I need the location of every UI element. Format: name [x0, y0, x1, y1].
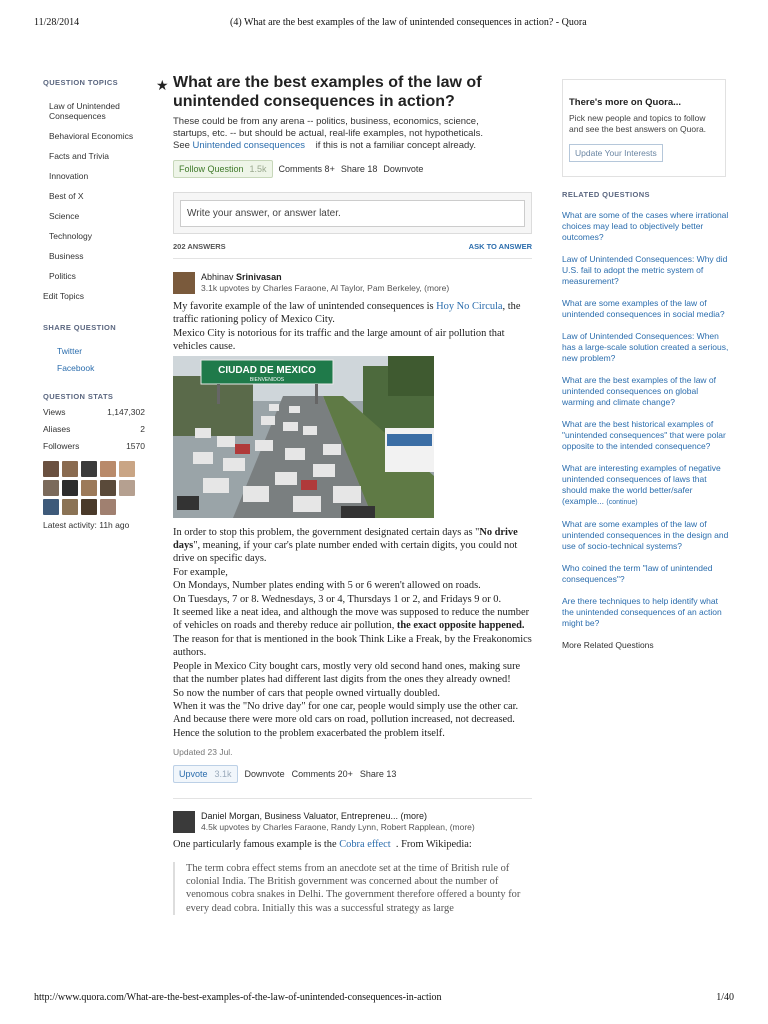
- topic-link[interactable]: Best of X: [49, 191, 84, 201]
- print-footer: [34, 992, 734, 1006]
- stat-value: 2: [140, 424, 145, 434]
- stats-heading: QUESTION STATS: [43, 392, 114, 401]
- answer-text-span: When it was the "No drive day" for one car, people would simply use the other car.: [173, 700, 519, 712]
- comments-link[interactable]: Comments 20+: [291, 769, 353, 780]
- answer-text-span: The reason for that is mentioned in the book Think Like a Freak, by the Freakonomics authors.: [173, 633, 532, 659]
- topic-link[interactable]: Law of Unintended Consequences: [49, 101, 120, 121]
- topic-link[interactable]: Innovation: [49, 171, 89, 181]
- more-heading: There's more on Quora...: [569, 97, 682, 108]
- answer-author: [173, 811, 532, 833]
- follow-count: 1.5k: [249, 164, 267, 174]
- share-facebook-link[interactable]: Facebook: [57, 363, 95, 373]
- star-icon: ★: [156, 77, 169, 93]
- answer-item: [173, 811, 532, 915]
- update-interests-button[interactable]: Update Your Interests: [569, 144, 663, 162]
- follower-avatar[interactable]: [100, 499, 116, 515]
- share-twitter-link[interactable]: Twitter: [57, 346, 83, 356]
- answer-text-span: Hence the solution to the problem exacerbated the problem itself.: [173, 727, 445, 739]
- stat-value: 1,147,302: [107, 407, 145, 417]
- follower-avatar[interactable]: [43, 480, 59, 496]
- stat-value: 1570: [126, 441, 145, 451]
- topic-link[interactable]: Behavioral Economics: [49, 131, 134, 141]
- related-question-link[interactable]: What are some examples of the law of unintended consequences in the design and use of socio-technical systems?: [562, 519, 729, 551]
- answer-text: [173, 300, 532, 354]
- share-link[interactable]: Share 13: [359, 769, 397, 780]
- edit-topics-link[interactable]: Edit Topics: [43, 291, 84, 301]
- related-question-link[interactable]: What are some examples of the law of unintended consequences in social media?: [562, 298, 725, 319]
- follower-avatar[interactable]: [62, 499, 78, 515]
- topic-link[interactable]: Business: [49, 251, 84, 261]
- traffic-photo: [173, 356, 434, 518]
- answer-text-span: No drive days: [173, 526, 518, 552]
- stat-views: [43, 407, 145, 418]
- downvote-link[interactable]: Downvote: [383, 164, 424, 174]
- author-last-name: Srinivasan: [236, 272, 282, 282]
- follow-label: Follow Question: [179, 164, 244, 174]
- more-text: Pick new people and topics to follow and see the best answers on Quora.: [569, 113, 707, 134]
- share-list: [43, 346, 145, 374]
- author-first-name: Abhinav: [201, 272, 234, 282]
- topics-heading: QUESTION TOPICS: [43, 78, 119, 87]
- follower-avatar[interactable]: [43, 499, 59, 515]
- upvoters-line[interactable]: 3.1k upvotes by Charles Faraone, Al Taylor, Pam Berkeley, (more): [201, 283, 450, 293]
- answer-text-span: ", meaning, if your car's plate number ended with certain digits, you could not drive on specific days.: [173, 540, 518, 565]
- answers-bar: [173, 242, 532, 259]
- question-title: What are the best examples of the law of unintended consequences in action?: [173, 74, 482, 110]
- right-sidebar: [562, 79, 730, 650]
- avatar[interactable]: [173, 811, 195, 833]
- follower-avatar[interactable]: [62, 480, 78, 496]
- answer-text-span: My favorite example of the law of unintended consequences is: [173, 301, 434, 312]
- answer-text-span: the exact opposite happened.: [396, 620, 525, 632]
- answer-text-span: On Mondays, Number plates ending with 5 or 6 weren't allowed on roads.: [173, 580, 481, 592]
- follower-avatar[interactable]: [119, 480, 135, 496]
- wikipedia-quote: The term cobra effect stems from an anecdote set at the time of British rule of colonial India. The British government was concerned about the number of venomous cobra snakes in Delhi. The government therefore offered a bounty for every dead cobra. Initially this was a successful strategy as large: [173, 862, 532, 916]
- continue-link[interactable]: (continue): [606, 499, 638, 506]
- author-name[interactable]: Daniel Morgan, Business Valuator, Entrepreneu... (more): [201, 811, 427, 822]
- answer-text-span: It seemed like a neat idea, and although the move was supposed to reduce the number of vehicles on roads and thereby reduce air pollution,: [173, 607, 530, 632]
- updated-date[interactable]: Updated 23 Jul.: [173, 747, 233, 758]
- print-url: http://www.quora.com/What-are-the-best-examples-of-the-law-of-unintended-consequences-in-action: [34, 992, 442, 1003]
- answer-text-span: People in Mexico City bought cars, mostly very old second hand ones, making sure that the number plates had different last digits from the ones they already owned!: [173, 660, 521, 686]
- follower-avatar[interactable]: [81, 499, 97, 515]
- topic-link[interactable]: Facts and Trivia: [49, 151, 109, 161]
- print-title: (4) What are the best examples of the law of unintended consequences in action? - Quora: [230, 17, 587, 28]
- topic-link[interactable]: Technology: [49, 231, 93, 241]
- more-on-quora-box: [562, 79, 726, 177]
- stat-aliases[interactable]: [43, 424, 145, 435]
- answer-text-span: , the traffic rationing policy of Mexico City.: [173, 301, 521, 326]
- comments-link[interactable]: Comments 8+: [278, 164, 335, 174]
- question-details-text: See: [173, 140, 190, 151]
- follow-question-button[interactable]: [173, 160, 273, 178]
- downvote-link[interactable]: Downvote: [244, 769, 285, 780]
- follower-avatar[interactable]: [100, 480, 116, 496]
- sign-text: CIUDAD DE MEXICO: [218, 364, 316, 376]
- answer-item: [173, 272, 532, 799]
- print-header: [34, 17, 734, 31]
- follower-avatar[interactable]: [81, 461, 97, 477]
- related-question-link[interactable]: [562, 463, 730, 508]
- related-question-link[interactable]: What are some of the cases where irrational choices may lead to objectively better outcomes?: [562, 210, 729, 242]
- upvote-count: 3.1k: [214, 769, 232, 780]
- follower-avatar[interactable]: [62, 461, 78, 477]
- follower-avatars: [43, 461, 145, 515]
- latest-activity: Latest activity: 11h ago: [43, 520, 130, 530]
- related-question-link[interactable]: Law of Unintended Consequences: Why did U.S. fail to adopt the metric system of measurement?: [562, 254, 728, 286]
- answer-text: [173, 526, 532, 741]
- answer-input[interactable]: Write your answer, or answer later.: [180, 200, 525, 227]
- stat-label: Aliases: [43, 424, 71, 434]
- answer-text-span: Mexico City is notorious for its traffic and the large amount of air pollution that vehicles cause.: [173, 327, 505, 353]
- ask-to-answer-link[interactable]: ASK TO ANSWER: [468, 242, 532, 251]
- left-sidebar: [43, 78, 145, 530]
- main-content: [156, 73, 532, 915]
- answer-text-span: And because there were more old cars on road, pollution increased, not decreased.: [173, 714, 515, 726]
- related-question-link[interactable]: Are there techniques to help identify what the unintended consequences of an action might be?: [562, 596, 722, 628]
- topics-list: [43, 101, 145, 281]
- stat-label: Views: [43, 407, 66, 417]
- sign-subtext: BIENVENIDOS: [249, 376, 285, 383]
- answers-count: 202 ANSWERS: [173, 242, 226, 251]
- answer-text-span: One particularly famous example is the: [173, 839, 337, 851]
- answer-author: [173, 272, 532, 294]
- related-question-link[interactable]: Who coined the term "law of unintended consequences"?: [562, 563, 713, 584]
- answer-text: [173, 838, 532, 851]
- related-question-text: What are interesting examples of negative unintended consequences of laws that should make the world better/safer (example...: [562, 463, 721, 506]
- share-heading: SHARE QUESTION: [43, 323, 117, 332]
- cobra-effect-link[interactable]: Cobra effect: [339, 839, 391, 851]
- more-related-link[interactable]: More Related Questions: [562, 640, 654, 650]
- answer-editor: [173, 192, 532, 234]
- question-details-text: startups, etc. -- but should be actual, real-life examples, not hypotheticals.: [173, 128, 483, 139]
- follower-avatar[interactable]: [81, 480, 97, 496]
- topic-link[interactable]: Science: [49, 211, 80, 221]
- question-details-text: These could be from any arena -- politics, business, economics, science,: [173, 116, 479, 127]
- topic-link[interactable]: Politics: [49, 271, 76, 281]
- answer-text-span: For example,: [173, 566, 228, 578]
- avatar[interactable]: [173, 272, 195, 294]
- follower-avatar[interactable]: [119, 461, 135, 477]
- question-details-text: if this is not a familiar concept already.: [315, 140, 476, 151]
- related-heading: RELATED QUESTIONS: [562, 190, 650, 199]
- print-date: 11/28/2014: [34, 17, 80, 28]
- answer-text-span: In order to stop this problem, the government designated certain days as ": [173, 526, 480, 538]
- answer-divider: [173, 798, 532, 799]
- upvote-button[interactable]: [173, 765, 238, 783]
- related-question-link[interactable]: Law of Unintended Consequences: When has a large-scale solution created a serious, new problem?: [562, 331, 729, 363]
- question-details: [173, 116, 532, 152]
- question-actions: [173, 160, 532, 178]
- follower-avatar[interactable]: [43, 461, 59, 477]
- answer-text-span: On Tuesdays, 7 or 8. Wednesdays, 3 or 4, Thursdays 1 or 2, and Fridays 9 or 0.: [173, 593, 502, 605]
- answer-actions: [173, 765, 532, 783]
- print-page-number: 1/40: [716, 992, 734, 1003]
- related-question-link[interactable]: What are the best historical examples of "unintended consequences" that were polar opposite to the intended consequence?: [562, 419, 726, 451]
- related-question-link[interactable]: What are the best examples of the law of unintended consequences on global warming and climate change?: [562, 375, 717, 407]
- hoy-no-circula-link[interactable]: Hoy No Circula: [436, 301, 503, 312]
- stat-followers[interactable]: [43, 441, 145, 452]
- follower-avatar[interactable]: [100, 461, 116, 477]
- answer-text-span: . From Wikipedia:: [395, 839, 472, 851]
- upvoters-line[interactable]: 4.5k upvotes by Charles Faraone, Randy Lynn, Robert Rapplean, (more): [201, 822, 475, 833]
- author-name[interactable]: [201, 272, 449, 283]
- share-link[interactable]: Share 18: [340, 164, 378, 174]
- upvote-label: Upvote: [179, 769, 208, 780]
- stat-label: Followers: [43, 441, 80, 451]
- unintended-consequences-link[interactable]: Unintended consequences: [192, 140, 306, 151]
- answer-text-span: So now the number of cars that people owned virtually doubled.: [173, 687, 440, 699]
